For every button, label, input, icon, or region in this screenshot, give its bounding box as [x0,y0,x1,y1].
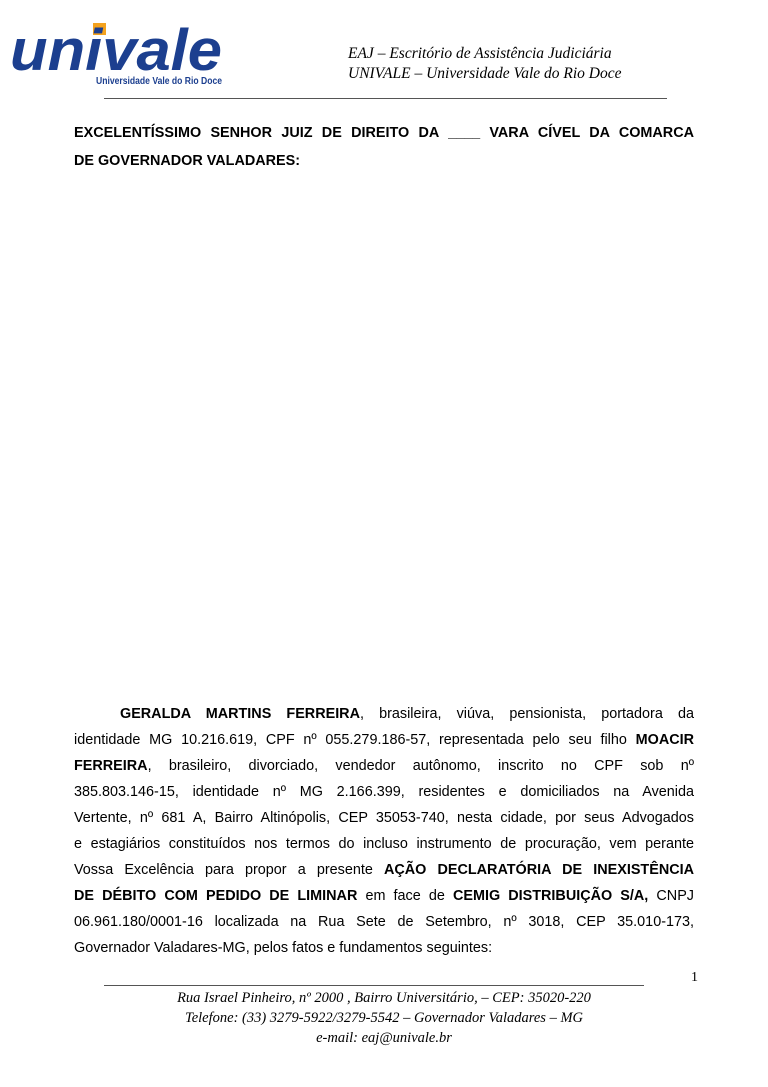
action-title-part-2: DE DÉBITO COM PEDIDO DE LIMINAR [74,888,358,904]
logo-subtitle: Universidade Vale do Rio Doce [96,76,223,87]
para-line-6: e estagiários constituídos nos termos do incluso instrumento de procuração, vem perante [74,836,694,852]
para-line-9: 06.961.180/0001-16 localizada na Rua Sete de Setembro, nº 3018, CEP 35.010-173, [74,914,694,930]
representative-name-last: FERREIRA [74,758,148,774]
representative-name-first: MOACIR [635,732,694,748]
page-footer [104,988,664,1048]
para-line-10: Governador Valadares-MG, pelos fatos e fundamentos seguintes: [74,940,493,956]
footer-email: e-mail: eaj@univale.br [316,1030,452,1046]
page-header [348,44,748,84]
para-line-8: DE DÉBITO COM PEDIDO DE LIMINAR em face de CEMIG DISTRIBUIÇÃO S/A, CNPJ [74,888,694,904]
para-line-5: Vertente, nº 681 A, Bairro Altinópolis, CEP 35053-740, nesta cidade, por seus Advogados [74,810,694,826]
para-line-1: GERALDA MARTINS FERREIRA, brasileira, viúva, pensionista, portadora da [120,706,694,722]
defendant-name: CEMIG DISTRIBUIÇÃO S/A, [452,888,649,904]
footer-phone: Telefone: (33) 3279-5922/3279-5542 – Governador Valadares – MG [184,1010,584,1026]
univale-logo [10,22,225,88]
header-divider [104,98,667,99]
footer-address: Rua Israel Pinheiro, nº 2000 , Bairro Universitário, – CEP: 35020-220 [177,990,591,1006]
action-title-part-1: AÇÃO DECLARATÓRIA DE INEXISTÊNCIA [383,862,694,878]
para-line-4: 385.803.146-15, identidade nº MG 2.166.399, residentes e domiciliados na Avenida [74,784,694,800]
para-line-3: FERREIRA, brasileiro, divorciado, vendedor autônomo, inscrito no CPF sob nº [74,758,694,774]
addressee-heading [74,119,694,175]
logo-wordmark: univale [10,22,222,83]
plaintiff-name: GERALDA MARTINS FERREIRA [120,706,360,722]
header-line-2: UNIVALE – Universidade Vale do Rio Doce [348,65,622,82]
para-line-7: Vossa Excelência para propor a presente AÇÃO DECLARATÓRIA DE INEXISTÊNCIA [74,862,694,878]
footer-divider [104,985,644,986]
para-line-2: identidade MG 10.216.619, CPF nº 055.279.186-57, representada pelo seu filho MOACIR [74,732,694,748]
addressee-line-1: EXCELENTÍSSIMO SENHOR JUIZ DE DIREITO DA ____ VARA CÍVEL DA COMARCA [74,125,694,141]
header-line-1: EAJ – Escritório de Assistência Judiciária [348,45,612,62]
qualification-paragraph [74,701,694,961]
page-number: 1 [691,970,698,985]
addressee-line-2: DE GOVERNADOR VALADARES: [74,153,300,169]
